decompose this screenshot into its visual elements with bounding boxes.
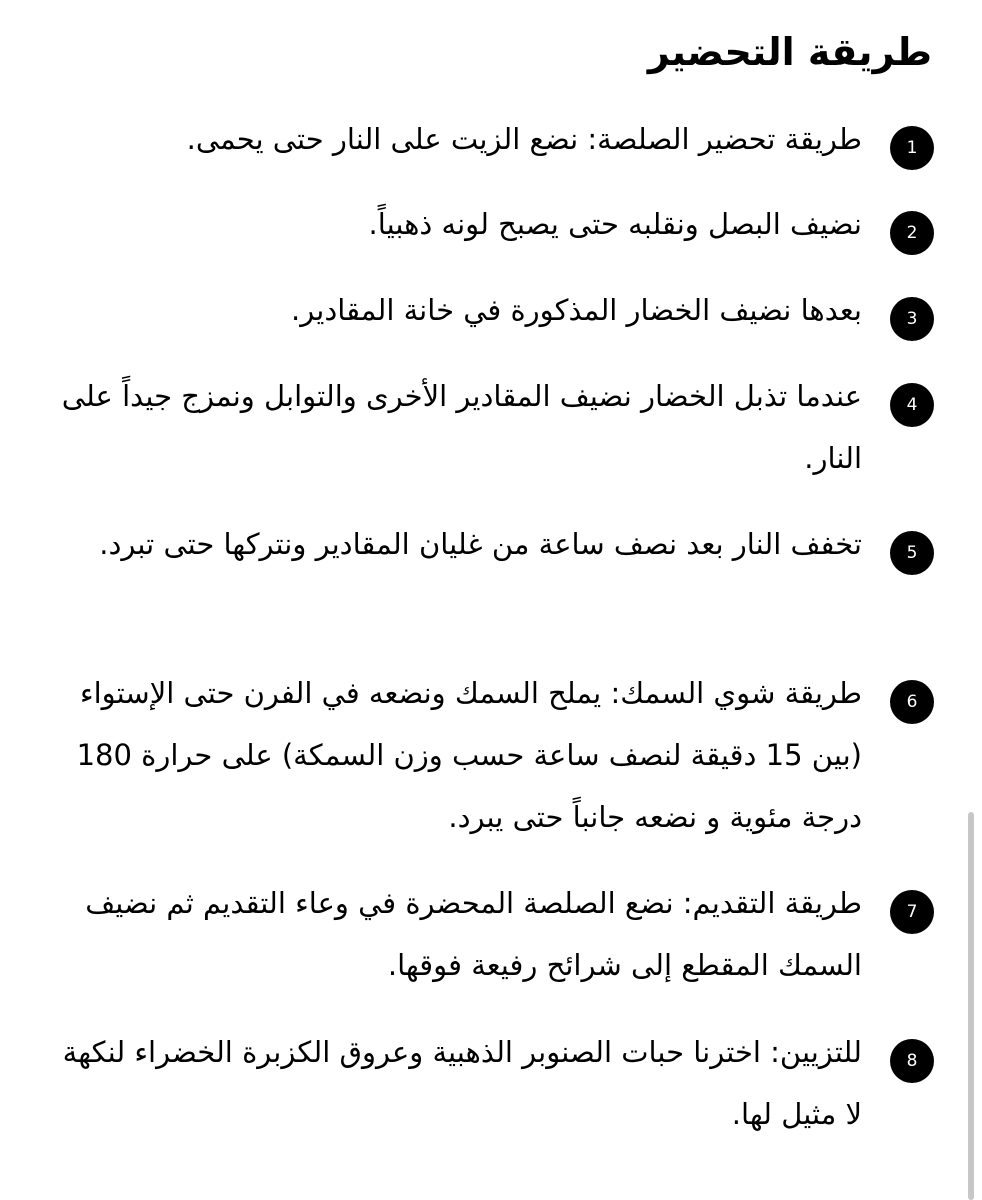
step-item <box>54 379 934 475</box>
step-item <box>54 1035 934 1131</box>
step-item <box>54 527 934 591</box>
step-number-badge: 4 <box>890 383 934 427</box>
step-item <box>54 122 934 186</box>
step-text: عندما تذبل الخضار نضيف المقادير الأخرى والتوابل ونمزج جيداً على النار. <box>61 379 862 475</box>
step-item <box>54 293 934 357</box>
step-text: طريقة شوي السمك: يملح السمك ونضعه في الفرن حتى الإستواء (بين 15 دقيقة لنصف ساعة حسب وزن السمكة) على حرارة 180 درجة مئوية و نضعه جانباً حتى يبرد. <box>76 676 862 834</box>
step-text: بعدها نضيف الخضار المذكورة في خانة المقادير. <box>291 293 862 327</box>
step-text: للتزيين: اخترنا حبات الصنوبر الذهبية وعروق الكزبرة الخضراء لنكهة لا مثيل لها. <box>62 1035 862 1131</box>
step-text: تخفف النار بعد نصف ساعة من غليان المقادير ونتركها حتى تبرد. <box>99 527 862 561</box>
step-number-badge: 2 <box>890 211 934 255</box>
step-number-badge: 5 <box>890 531 934 575</box>
step-item <box>54 886 934 982</box>
step-item <box>54 207 934 271</box>
step-number-badge: 6 <box>890 680 934 724</box>
step-number-badge: 3 <box>890 297 934 341</box>
step-text: نضيف البصل ونقلبه حتى يصبح لونه ذهبياً. <box>368 207 862 241</box>
section-title: طريقة التحضير <box>647 30 932 74</box>
step-number-badge: 7 <box>890 890 934 934</box>
vertical-scrollbar[interactable] <box>968 812 974 1200</box>
step-item <box>54 676 934 834</box>
step-number-badge: 8 <box>890 1039 934 1083</box>
step-text: طريقة تحضير الصلصة: نضع الزيت على النار حتى يحمى. <box>186 122 862 156</box>
step-number-badge: 1 <box>890 126 934 170</box>
step-text: طريقة التقديم: نضع الصلصة المحضرة في وعاء التقديم ثم نضيف السمك المقطع إلى شرائح رفيعة فوقها. <box>85 886 862 982</box>
